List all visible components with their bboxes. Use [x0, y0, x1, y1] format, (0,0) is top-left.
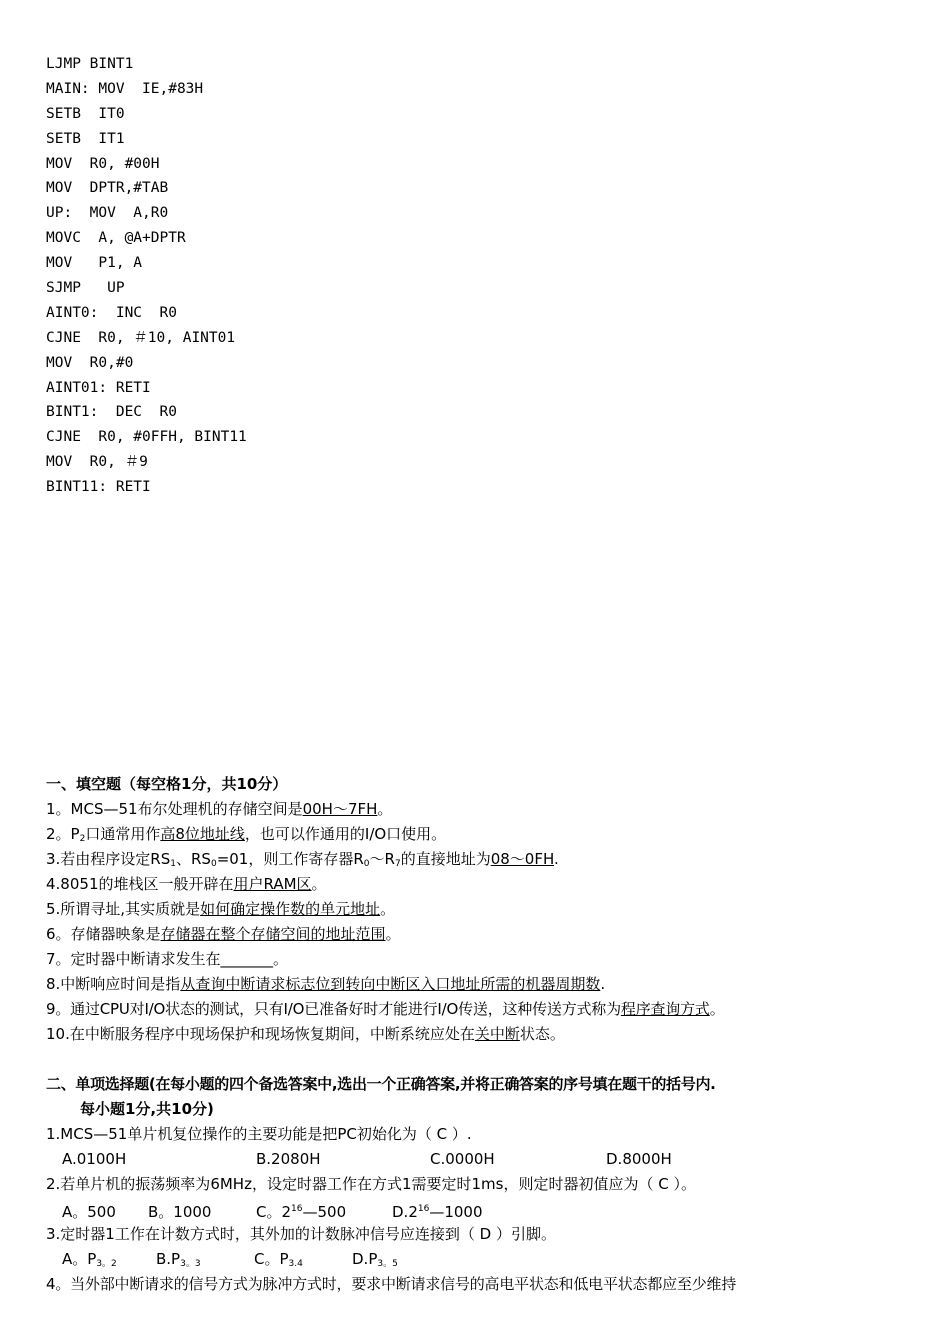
option-d: D.8000H — [606, 1150, 672, 1168]
option-b: B.2080H — [256, 1150, 321, 1168]
option-a: A。$P_{3。2}$ — [62, 1250, 117, 1269]
answer: 存储器在整个存储空间的地址范围 — [160, 925, 386, 943]
code-line: MOV R0,#0 — [46, 354, 134, 371]
code-line: LJMP BINT1 — [46, 56, 134, 72]
question-6: 6。存储器映象是存储器在整个存储空间的地址范围。 — [46, 925, 401, 943]
question-3: 3.若由程序设定$RS_1$、$RS_0=01$，则工作寄存器$R_0\sim R_7$的直接地址为08～0FH. — [46, 850, 559, 869]
code-line: SETB IT1 — [46, 130, 125, 147]
question-1: 1。MCS—51布尔处理机的存储空间是00H～7FH。 — [46, 800, 393, 818]
question-10: 10.在中断服务程序中现场保护和现场恢复期间，中断系统应处在关中断状态。 — [46, 1025, 565, 1043]
code-line: MOV P1, A — [46, 255, 143, 272]
section-title: 一、填空题（每空格1分，共10分） — [46, 775, 288, 793]
answer: 关中断 — [474, 1025, 520, 1043]
code-line: SETB IT0 — [46, 105, 125, 122]
option-d: $D.2^{16}—1000$ — [392, 1203, 483, 1221]
choice-options-3 — [46, 1247, 926, 1272]
code-line: MOV DPTR,#TAB — [46, 180, 169, 197]
code-line: MOVC A, @A+DPTR — [46, 230, 186, 247]
question-4: 4.8051的堆栈区一般开辟在用户RAM区。 — [46, 875, 327, 893]
code-line: CJNE R0, ＃10, AINT01 — [46, 329, 236, 346]
choice-question-2: 2.若单片机的振荡频率为6MHz，设定时器工作在方式1需要定时1ms，则定时器初值应为（ C ）。 — [46, 1175, 696, 1193]
question-7: 7。定时器中断请求发生在_______。 — [46, 950, 289, 968]
code-line: CJNE R0, #0FFH, BINT11 — [46, 429, 247, 446]
option-a: A。500 — [62, 1203, 116, 1221]
question-2: 2。$P_2$口通常用作高8位地址线，也可以作通用的I/O口使用。 — [46, 825, 447, 844]
code-line: MAIN: MOV IE,#83H — [46, 80, 204, 97]
question-5: 5.所谓寻址,其实质就是如何确定操作数的单元地址。 — [46, 900, 396, 918]
option-a: A.0100H — [62, 1150, 127, 1168]
code-line: MOV R0, #00H — [46, 155, 160, 172]
code-line: MOV R0, ＃9 — [46, 454, 148, 471]
section-title: 二、单项选择题(在每小题的四个备选答案中,选出一个正确答案,并将正确答案的序号填在题干的括号内. — [46, 1075, 716, 1093]
option-d: $D.P_{3。5}$ — [352, 1250, 398, 1269]
fill-in-section — [46, 772, 926, 1047]
code-line: BINT1: DEC R0 — [46, 404, 177, 421]
multiple-choice-section — [46, 1072, 926, 1297]
section-title-cont: 每小题1分,共10分) — [80, 1100, 214, 1118]
answer: 程序查询方式 — [620, 1000, 710, 1018]
choice-options-2 — [46, 1197, 926, 1222]
option-c: C。$P_{3.4}$ — [254, 1250, 303, 1269]
answer: 08～0FH — [490, 850, 554, 868]
choice-question-3: 3.定时器1工作在计数方式时，其外加的计数脉冲信号应连接到（ D ）引脚。 — [46, 1225, 556, 1243]
blank: _______ — [220, 950, 274, 968]
code-line: AINT0: INC R0 — [46, 304, 177, 321]
option-c: C.0000H — [430, 1150, 495, 1168]
code-line: BINT11: RETI — [46, 479, 151, 496]
choice-question-4: 4。当外部中断请求的信号方式为脉冲方式时，要求中断请求信号的高电平状态和低电平状态都应至少维持 — [46, 1275, 737, 1293]
code-line: AINT01: RETI — [46, 379, 151, 396]
option-b: B。1000 — [148, 1203, 212, 1221]
answer: 00H～7FH — [302, 800, 378, 818]
choice-question-1: 1.MCS—51单片机复位操作的主要功能是把PC初始化为（ C ）. — [46, 1125, 472, 1143]
code-line: SJMP UP — [46, 280, 125, 297]
question-8: 8.中断响应时间是指从查询中断请求标志位到转向中断区入口地址所需的机器周期数. — [46, 975, 606, 993]
choice-options-1 — [46, 1147, 926, 1172]
assembly-code-block — [46, 52, 247, 500]
answer: 用户RAM区 — [233, 875, 312, 893]
code-line: UP: MOV A,R0 — [46, 205, 169, 222]
answer: 从查询中断请求标志位到转向中断区入口地址所需的机器周期数 — [180, 975, 601, 993]
answer: 高8位地址线 — [160, 825, 245, 843]
option-b: $B.P_{3。3}$ — [156, 1250, 201, 1269]
question-9: 9。通过CPU对I/O状态的测试，只有I/O已准备好时才能进行I/O传送，这种传送方式称为程序查询方式。 — [46, 1000, 725, 1018]
answer: 如何确定操作数的单元地址 — [200, 900, 381, 918]
option-c: C。$2^{16}—500$ — [256, 1203, 347, 1221]
